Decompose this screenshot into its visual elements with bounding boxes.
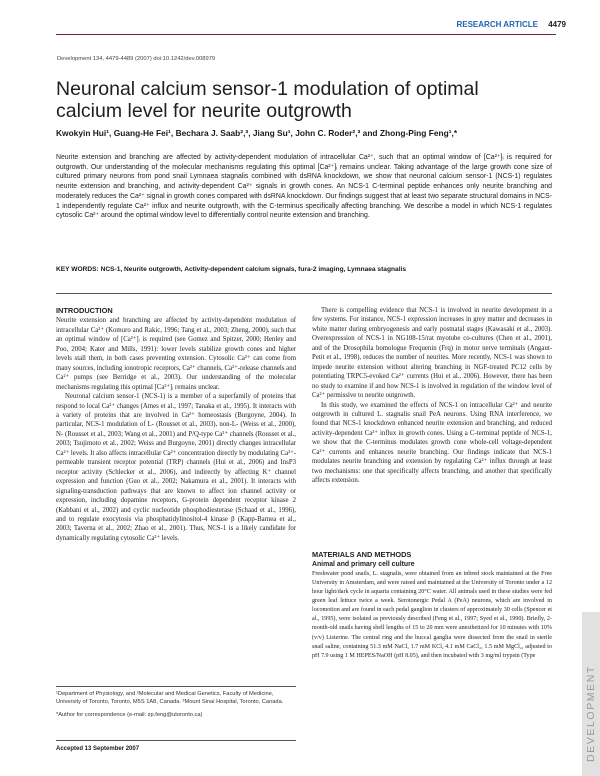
running-header — [456, 20, 566, 29]
keywords: KEY WORDS: NCS-1, Neurite outgrowth, Activity-dependent calcium signals, fura-2 imaging, Lymnaea stagnalis — [56, 266, 407, 273]
methods-paragraph: Freshwater pond snails, L. stagnalis, were obtained from an inbred stock maintained at the Free University in Amsterdam, and were raised and maintained at the University of Toronto under a 12 hour light/dark cycle in aquaria containing 20°C water. All animals used in these studies were fed green leaf lettuce twice a week. Serotonergic Pedal A (PeA) neurons, which are involved in locomotion and are found in each pedal ganglion in clusters of approximately 30 cells (Spencer et al., 1995), were isolated as previously described (Feng et al., 1997; Syed et al., 1990). Briefly, 2-month-old snails having shell lengths of 15 to 20 mm were anesthetized for 10 minutes with 10% (v/v) Listerine. The central ring and the buccal ganglia were dissected from the snail in sterile snail saline, containing 51.3 mM NaCl, 1.7 mM KCl, 4.1 mM CaCl₂, 1.5 mM MgCl₂, adjusted to pH 7.9 using 1 M HEPES/NaOH (pH 8.05), and then incubated with 3 mg/ml trypsin (Type — [312, 570, 552, 659]
intro-paragraph-1: Neurite extension and branching are affected by activity-dependent modulation of intracellular Ca²⁺ (Komuro and Rakic, 1996; Tang et al., 2003; Zheng, 2000), such that an optimal window of [Ca²⁺]ᵢ is required (see Gomez and Spitzer, 2000; Henley and Poo, 2004; Kater and Mills, 1991): lower levels stabilize growth cones and higher levels stall them, in both cases preventing extension. Cytosolic Ca²⁺ can come from many sources, including ionotropic receptors, Ca²⁺ channels, Ca²⁺-release channels and Ca²⁺ pumps (see Berridge et al., 2003). Our understanding of the molecular mechanisms regulating this optimal [Ca²⁺]ᵢ remains unclear. — [56, 317, 296, 391]
footnotes — [56, 691, 296, 720]
section-divider — [56, 293, 552, 294]
methods-section — [312, 550, 552, 661]
accepted-rule — [56, 740, 296, 741]
intro-heading: INTRODUCTION — [56, 306, 113, 315]
section-label: RESEARCH ARTICLE — [456, 20, 538, 29]
intro-paragraph-3: There is compelling evidence that NCS-1 is involved in neurite development in a few systems. For instance, NCS-1 expression increases in grey matter and decreases in white matter during embryogenesis and early postnatal stages (Kawasaki et al., 2003). Overexpression of NCS-1 in NG108-15/rat myotube co-cultures (Chen et al., 2001), and of the Drosophila homologue Frequenin (Frq) in motor nerve terminals (Angaut-Petit et al., 1998), reduces the number of neurites. More recently, NCS-1 was shown to impede neurite extension without altering branching in NGF-treated PC12 cells by potentiating TRPC5-evoked Ca²⁺ currents (Hui et al., 2006). However, there has been no study to examine if and how NCS-1 is involved in regulation of the window level of Ca²⁺ permissive to neurite outgrowth. — [312, 307, 552, 400]
accepted-date: Accepted 13 September 2007 — [56, 746, 140, 752]
methods-heading: MATERIALS AND METHODS — [312, 550, 412, 559]
correspondence: *Author for correspondence (e-mail: zp.feng@utoronto.ca) — [56, 712, 203, 719]
intro-paragraph-2: Neuronal calcium sensor-1 (NCS-1) is a member of a superfamily of proteins that respond to local Ca²⁺ changes (Ames et al., 1997; Tanaka et al., 1995). It interacts with a variety of proteins that are involved in Ca²⁺ homeostasis (Burgoyne, 2004). In particular, NCS-1 modulation of L- (Rousset et al., 2003), non-L- (Weiss et al., 2000), N- (Rousset et al., 2003; Wang et al., 2001) and P/Q-type Ca²⁺ channels (Rousset et al., 2003; Tsujimoto et al., 2002; Weiss and Burgoyne, 2001) directly changes intracellular Ca²⁺ levels. It also affects intracellular Ca²⁺ concentration directly by modulating Ca²⁺-permeable transient receptor potential (TRP) channels (Hui et al., 2006) and InsP3 receptor activity (Schlecker et al., 2006), and indirectly by affecting K⁺ channel expression and function (Guo et al., 2002; Nakamura et al., 2001). It interacts with signaling-transduction pathways that are known to affect ion channel activity or expression, including dopamine receptors, G-protein dependent receptor kinase 2 (Kabbani et al., 2002) and cyclic nucleotide phosphodiesterase (Schaad et al., 1996), and to regulate exocytosis via phosphatidylinositol-4 kinase β (Kapp-Barnea et al., 2003; Taverna et al., 2002; Zhao et al., 2001). Thus, NCS-1 is a likely candidate for dynamically regulating cytosolic Ca²⁺ levels. — [56, 393, 296, 542]
page-number: 4479 — [548, 20, 566, 29]
abstract: Neurite extension and branching are affected by activity-dependent modulation of intracellular Ca²⁺, such that an optimal window of [Ca²⁺]ᵢ is required for outgrowth. Our understanding of the molecular mechanisms regulating this optimal [Ca²⁺]ᵢ remains unclear. Taking advantage of the large growth cone size of cultured primary neurons from pond snail Lymnaea stagnalis combined with dsRNA knockdown, we show that neuronal calcium sensor-1 (NCS-1) regulates neurite extension and branching, and activity-dependent Ca²⁺ signals in growth cones. An NCS-1 C-terminal peptide enhances only neurite branching and moderately reduces the Ca²⁺ signal in growth cones compared with dsRNA knockdown. Our findings suggest that at least two separate structural domains in NCS-1 independently regulate Ca²⁺ influx and neurite outgrowth, with the C-terminus specifically affecting branching. We describe a model in which NCS-1 regulates cytosolic Ca²⁺ around the optimal window level to differentially control neurite extension and branching. — [56, 154, 552, 220]
side-tab-label: DEVELOPMENT — [585, 665, 597, 762]
right-column — [312, 306, 552, 486]
methods-subheading: Animal and primary cell culture — [312, 561, 415, 569]
footnote-rule — [56, 686, 296, 687]
article-title: Neuronal calcium sensor-1 modulation of optimal calcium level for neurite outgrowth — [56, 78, 479, 122]
intro-paragraph-4: In this study, we examined the effects of NCS-1 on intracellular Ca²⁺ and neurite outgrowth in cultured L. stagnalis snail PeA neurons. Using RNA interference, we found that NCS-1 knockdown enhanced neurite extension and branching, and reduced activity-dependent Ca²⁺ influx in growth cones. Using a C-terminal peptide of NCS-1, we show that the C-terminus modulates growth cone whole-cell voltage-dependent Ca²⁺ currents and enhances neurite branching. Our findings indicate that NCS-1 modulates neurite branching and extension by regulating Ca²⁺ influx through at least two mechanisms: one that specifically affects branching, and another that specifically affects extension. — [312, 401, 552, 485]
citation: Development 134, 4479-4489 (2007) doi:10.1242/dev.008979 — [57, 56, 216, 62]
left-column — [56, 306, 296, 543]
side-tab — [582, 612, 600, 776]
header-rule — [56, 34, 556, 35]
authors: Kwokyin Hui¹, Guang-He Fei¹, Bechara J. Saab²,³, Jiang Su¹, John C. Roder²,³ and Zhong-Ping Feng¹,* — [56, 128, 458, 138]
affiliations: ¹Department of Physiology, and ²Molecular and Medical Genetics, Faculty of Medicine, University of Toronto, Toronto, M5S 1A8, Canada. ³Mount Sinai Hospital, Toronto, Canada. — [56, 691, 284, 705]
